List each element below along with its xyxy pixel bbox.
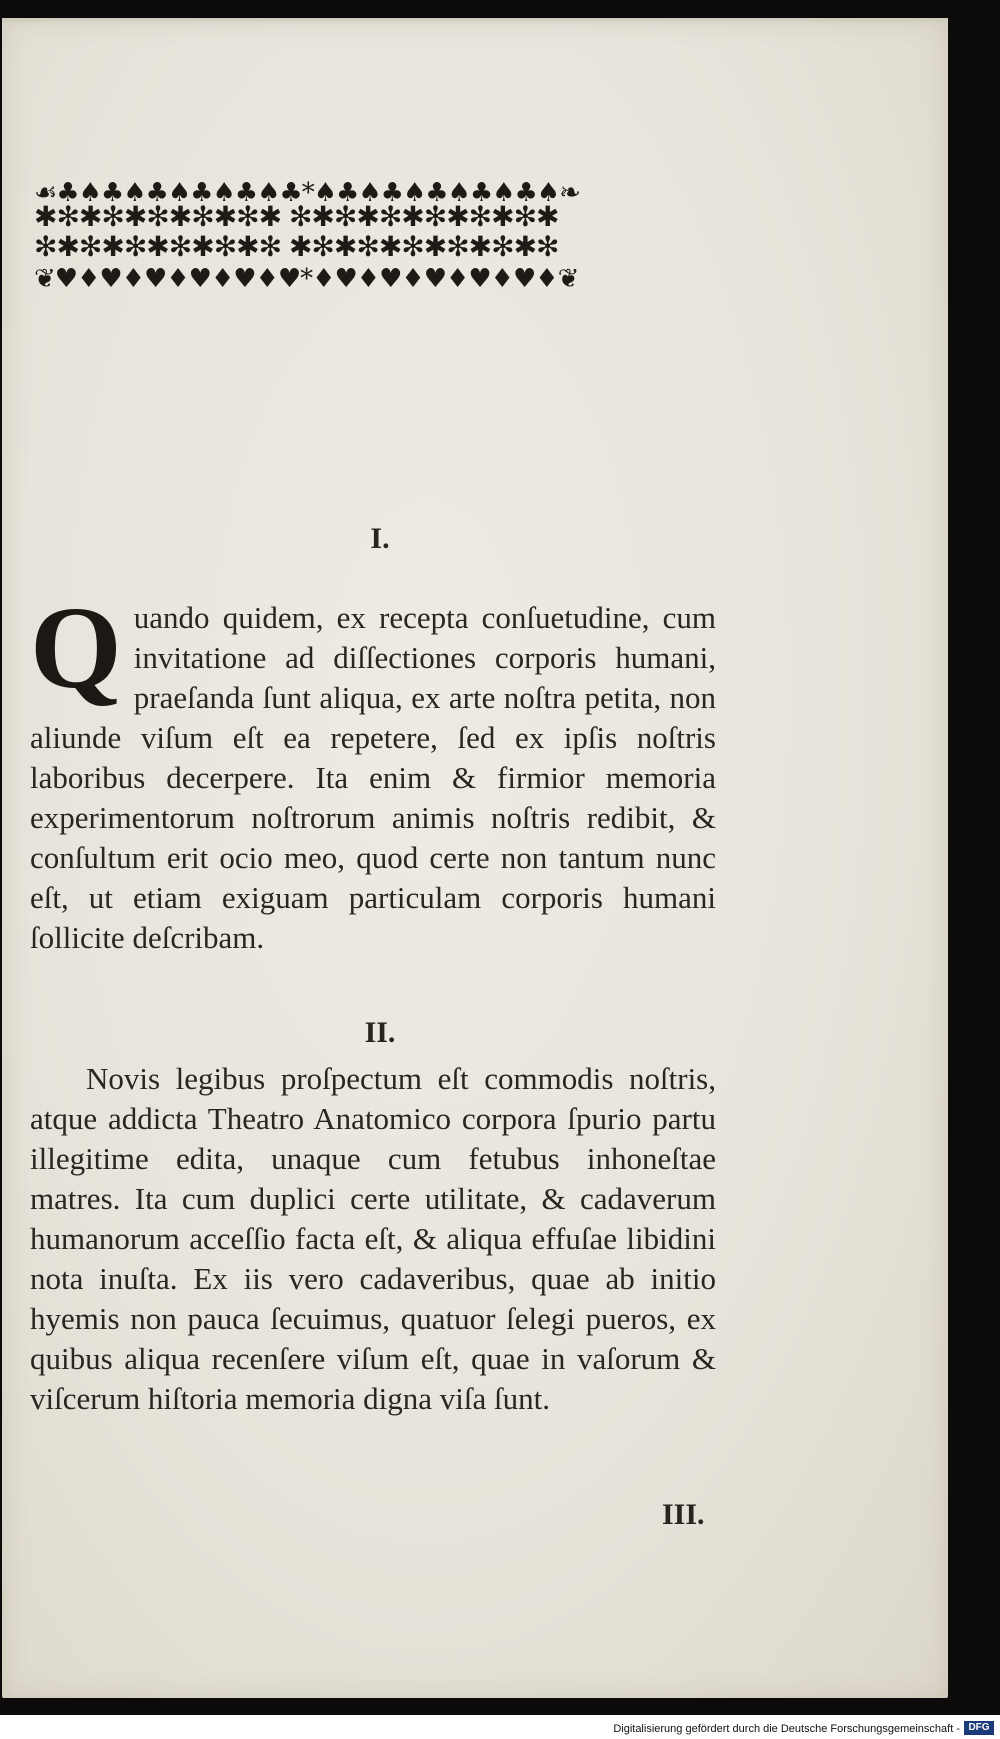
dfg-logo: DFG <box>964 1721 994 1735</box>
catchword: III. <box>662 1498 705 1531</box>
footer-bar <box>0 1715 1000 1739</box>
decorative-ornament-band <box>34 178 728 294</box>
section-1-text: uando quidem, ex recepta conſuetudine, cum invitatione ad diſſectiones corporis humani, praeſanda ſunt aliqua, ex arte noſtra petita, non aliunde viſum eſt ea repetere, ſed ex ipſis noſtris laboribus decerpere. Ita enim & firmior memoria experimentorum noſtrorum animis noſtris redibit, & conſultum erit ocio meo, quod certe non tantum nunc eſt, ut etiam exiguam particulam corporis humani ſollicite deſcribam. <box>30 600 716 955</box>
section-2-paragraph: Novis legibus proſpectum eſt commodis noſtris, atque addicta Theatro Anatomico corpora ſpurio partu illegitime edita, unaque cum fetubus inhoneſtae matres. Ita cum duplici certe utilitate, & cadaverum humanorum acceſſio facta eſt, & aliqua effuſae libidini nota inuſta. Ex iis vero cadaveribus, quae ab initio hyemis non pauca ſecuimus, quatuor ſelegi pueros, ex quibus aliqua recenſere viſum eſt, quae in vaſorum & viſcerum hiſtoria memoria digna viſa ſunt. <box>30 1061 716 1416</box>
ornament-row-middle-2: ✻✱✻✱✻✱✻✱✻✱✻ ✱✻✱✻✱✻✱✻✱✻✱✻ <box>34 230 559 263</box>
book-page <box>2 18 948 1698</box>
drop-cap-letter: Q <box>30 582 122 713</box>
funding-credit: Digitalisierung gefördert durch die Deutsche Forschungsgemeinschaft - <box>613 1723 960 1735</box>
section-number-2: II. <box>364 1016 396 1049</box>
section-1-paragraph <box>30 582 716 958</box>
ornament-row-bottom: ❦♥♦♥♦♥♦♥♦♥♦♥*♦♥♦♥♦♥♦♥♦♥♦❦ <box>34 264 579 294</box>
ornament-row-top: ☙♣♠♣♠♣♠♣♠♣♠♣*♠♣♠♣♠♣♠♣♠♣♠❧ <box>34 178 580 208</box>
section-number-1: I. <box>370 522 390 555</box>
ornament-row-middle-1: ✱✻✱✻✱✻✱✻✱✻✱ ✻✱✻✱✻✱✻✱✻✱✻✱ <box>34 200 559 233</box>
